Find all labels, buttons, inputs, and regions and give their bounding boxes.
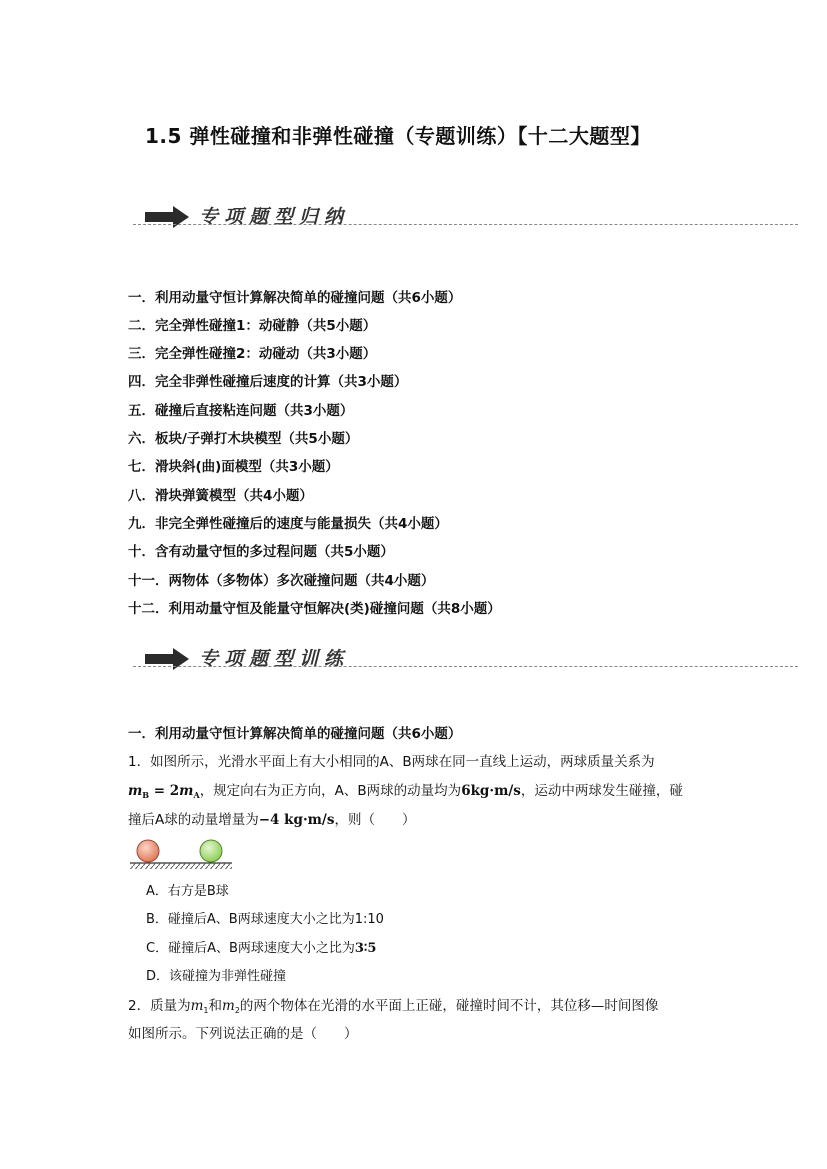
toc-item: 五．碰撞后直接粘连问题（共3小题） (128, 403, 354, 419)
formula-eq: = 2 (149, 783, 180, 799)
momentum-change-value: −4 kg·m/s (258, 812, 335, 828)
toc-item: 九．非完全弹性碰撞后的速度与能量损失（共4小题） (128, 516, 448, 532)
toc-item: 十．含有动量守恒的多过程问题（共5小题） (128, 544, 394, 560)
toc-item: 十二．利用动量守恒及能量守恒解决(类)碰撞问题（共8小题） (128, 601, 501, 617)
ball-a (137, 840, 159, 862)
mass-a-symbol: m (179, 783, 194, 799)
toc-item: 二．完全弹性碰撞1：动碰静（共5小题） (128, 318, 377, 334)
ratio-value: 3∶5 (354, 941, 377, 956)
q1-line3-text2: ，则（ ） (334, 812, 416, 828)
mass-b-symbol: m (128, 783, 143, 799)
q1-line1: 1．如图所示，光滑水平面上有大小相同的A、B两球在同一直线上运动，两球质量关系为 (128, 754, 655, 770)
mass-1-symbol: m (190, 998, 204, 1014)
q2-line1-text1: 2．质量为 (128, 998, 191, 1014)
subscript-a: A (193, 790, 200, 800)
toc-item: 八．滑块弹簧模型（共4小题） (128, 488, 313, 504)
q1-option-c-text: C．碰撞后A、B两球速度大小之比为 (146, 941, 355, 956)
q2-and: 和 (208, 998, 222, 1014)
q1-option-c (146, 937, 376, 956)
subscript-b: B (142, 790, 150, 800)
toc-item: 六．板块/子弹打木块模型（共5小题） (128, 431, 359, 447)
banner-training-text: 专项题型训练 (199, 648, 350, 670)
subscript-2: 2 (234, 1006, 240, 1015)
dashed-divider (133, 224, 798, 225)
banner-summary (133, 200, 798, 234)
toc-item: 四．完全非弹性碰撞后速度的计算（共3小题） (128, 374, 408, 390)
arrow-icon (145, 204, 191, 230)
toc-item: 三．完全弹性碰撞2：动碰动（共3小题） (128, 346, 377, 362)
q1-line2-text2: ，运动中两球发生碰撞，碰 (520, 783, 683, 799)
q1-option-b: B．碰撞后A、B两球速度大小之比为1:10 (146, 912, 384, 927)
dashed-divider (133, 666, 798, 667)
mass-2-symbol: m (222, 998, 235, 1014)
arrow-icon (145, 646, 191, 672)
q1-option-d: D．该碰撞为非弹性碰撞 (146, 969, 287, 984)
subscript-1: 1 (203, 1006, 209, 1015)
banner-summary-text: 专项题型归纳 (199, 206, 350, 228)
toc-item: 一．利用动量守恒计算解决简单的碰撞问题（共6小题） (128, 290, 462, 306)
q2-line1-text2: 的两个物体在光滑的水平面上正碰，碰撞时间不计，其位移—时间图像 (239, 998, 659, 1014)
ground-hatching (130, 863, 232, 869)
toc-item: 十一．两物体（多物体）多次碰撞问题（共4小题） (128, 573, 435, 589)
q2-line2: 如图所示。下列说法正确的是（ ） (128, 1026, 358, 1042)
section-heading: 一．利用动量守恒计算解决简单的碰撞问题（共6小题） (128, 726, 462, 742)
page-title: 1.5 弹性碰撞和非弹性碰撞（专题训练）【十二大题型】 (145, 124, 651, 148)
q1-line3 (128, 808, 415, 828)
q1-figure (128, 836, 238, 876)
momentum-value: 6kg·m/s (461, 783, 521, 799)
toc-item: 七．滑块斜(曲)面模型（共3小题） (128, 459, 339, 475)
q2-line1 (128, 994, 658, 1015)
q1-line2 (128, 779, 683, 800)
q1-line3-text1: 撞后A球的动量增量为 (128, 812, 259, 828)
q1-line2-text1: ，规定向右为正方向，A、B两球的动量均为 (199, 783, 462, 799)
q1-option-a: A．右方是B球 (146, 884, 229, 899)
banner-training (133, 642, 798, 676)
ball-b (200, 840, 222, 862)
